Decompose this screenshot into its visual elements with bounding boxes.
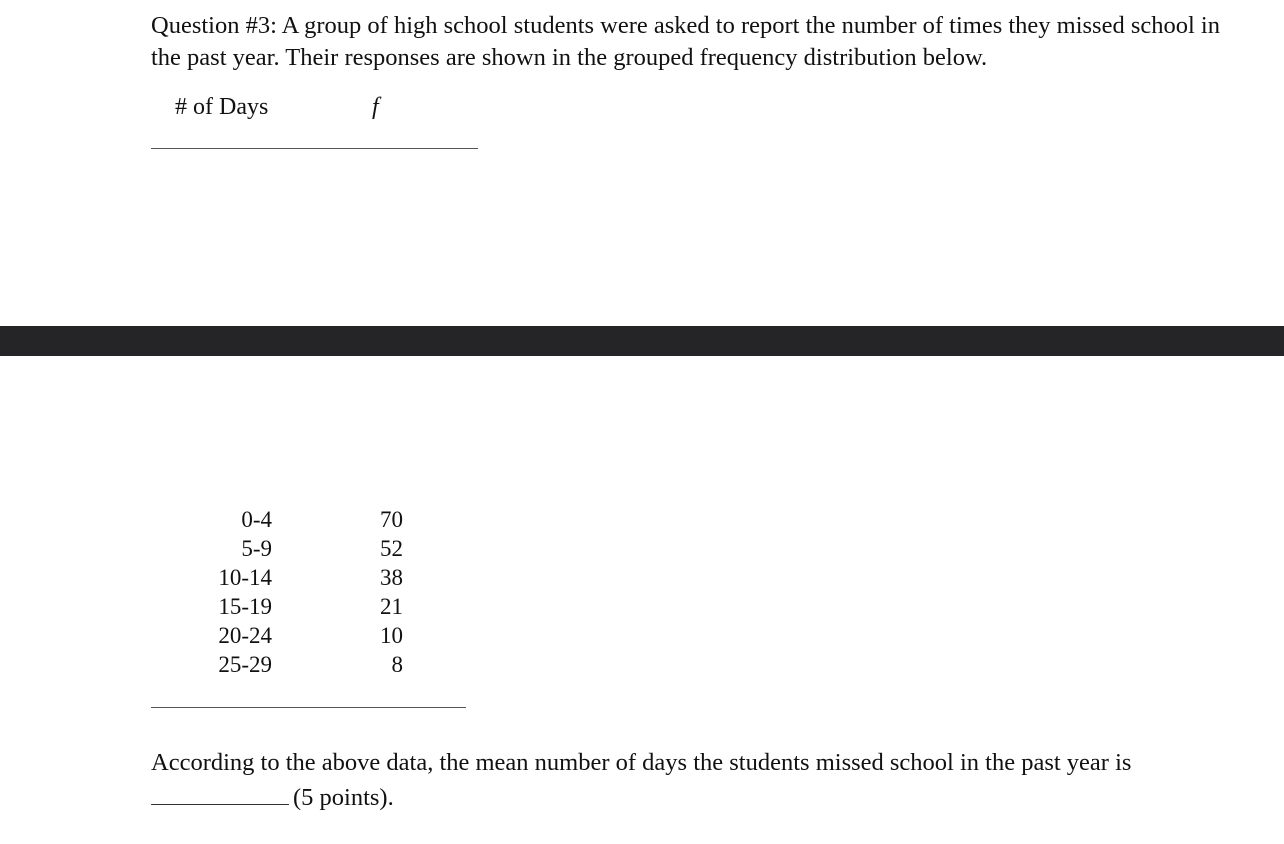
- table-row: [160, 505, 420, 534]
- conclusion-text: [151, 745, 1251, 815]
- days-cell: 5-9: [241, 536, 272, 561]
- days-cell: 25-29: [218, 652, 272, 677]
- table-row: [160, 563, 420, 592]
- question-text: Question #3: A group of high school students were asked to report the number of times they missed school in the past year. Their responses are shown in the grouped frequency distribution below.: [151, 12, 1220, 71]
- table-bottom-rule: [151, 707, 466, 708]
- days-cell: 10-14: [218, 565, 272, 590]
- answer-blank[interactable]: [151, 784, 289, 805]
- conclusion-line-1: According to the above data, the mean number of days the students missed school in the past year is: [151, 749, 1132, 776]
- days-cell: 15-19: [218, 594, 272, 619]
- table-row: [160, 621, 420, 650]
- days-cell: 0-4: [241, 507, 272, 532]
- points-label: (5 points).: [293, 784, 394, 811]
- column-header-days: # of Days: [175, 94, 269, 120]
- frequency-cell: 21: [380, 594, 403, 619]
- frequency-cell: 52: [380, 536, 403, 561]
- days-cell: 20-24: [218, 623, 272, 648]
- frequency-cell: 8: [391, 652, 403, 677]
- table-row: [160, 650, 420, 679]
- frequency-cell: 10: [380, 623, 403, 648]
- dark-separator-band: [0, 326, 1284, 356]
- table-row: [160, 592, 420, 621]
- table-row: [160, 534, 420, 563]
- frequency-cell: 70: [380, 507, 403, 532]
- conclusion-line-2: [151, 780, 1251, 815]
- column-header-frequency: f: [372, 94, 379, 120]
- frequency-table: [160, 505, 420, 679]
- frequency-cell: 38: [380, 565, 403, 590]
- table-top-rule: [151, 148, 478, 149]
